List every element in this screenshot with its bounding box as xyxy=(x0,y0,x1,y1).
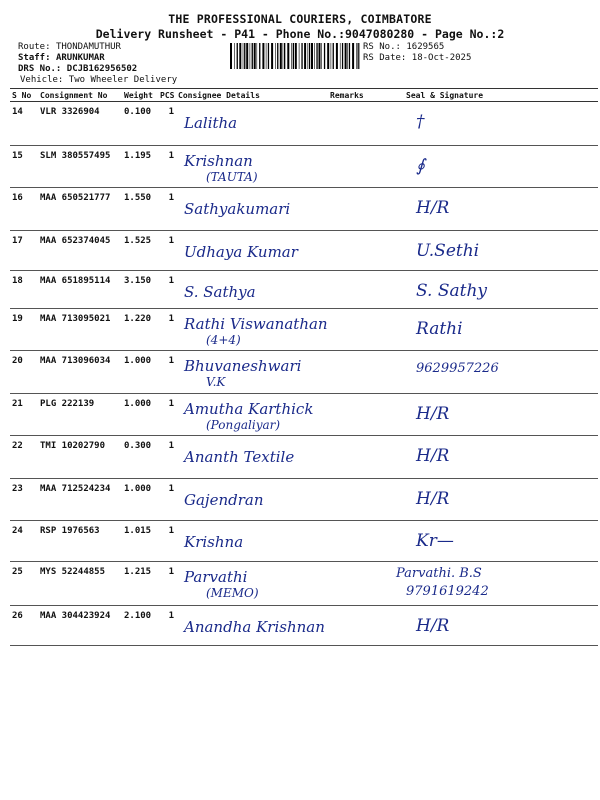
table-row xyxy=(10,351,598,394)
row-consignment-no: MAA 304423924 xyxy=(40,611,111,621)
row-weight: 1.550 xyxy=(124,193,152,203)
col-seal: Seal & Signature xyxy=(386,89,598,102)
table-row xyxy=(10,231,598,271)
row-weight: 0.300 xyxy=(124,441,152,451)
row-consignment-no: MAA 652374045 xyxy=(40,236,111,246)
row-consignment-no: RSP 1976563 xyxy=(40,526,100,536)
row-pcs: 1 xyxy=(168,526,174,536)
row-consignment-no: TMI 10202790 xyxy=(40,441,106,451)
row-weight: 1.220 xyxy=(124,314,152,324)
row-pcs: 1 xyxy=(168,484,174,494)
route-value: THONDAMUTHUR xyxy=(55,42,121,52)
signature: S. Sathy xyxy=(416,281,488,301)
row-pcs: 1 xyxy=(168,314,174,324)
row-remarks xyxy=(328,231,386,271)
row-sno: 26 xyxy=(12,611,23,621)
row-sno: 15 xyxy=(12,151,23,161)
row-pcs: 1 xyxy=(168,611,174,621)
row-remarks xyxy=(328,309,386,351)
table-row xyxy=(10,146,598,188)
col-weight: Weight xyxy=(122,89,158,102)
signature: 9629957226 xyxy=(416,361,499,376)
consignee-name: Krishnan xyxy=(184,152,253,170)
row-weight: 1.195 xyxy=(124,151,152,161)
row-consignment-no: MYS 52244855 xyxy=(40,567,106,577)
signature: H/R xyxy=(416,198,450,218)
signature: Kr— xyxy=(416,531,454,551)
table-row xyxy=(10,479,598,521)
row-remarks xyxy=(328,562,386,606)
consignee-name: Krishna xyxy=(184,533,244,551)
runsheet-table xyxy=(10,88,598,646)
row-sno: 22 xyxy=(12,441,23,451)
signature: H/R xyxy=(416,616,450,636)
signature: ∮ xyxy=(416,156,425,176)
row-weight: 1.000 xyxy=(124,399,152,409)
row-consignment-no: SLM 380557495 xyxy=(40,151,111,161)
row-weight: 1.015 xyxy=(124,526,152,536)
table-row xyxy=(10,394,598,436)
signature: † xyxy=(416,112,425,132)
row-remarks xyxy=(328,146,386,188)
row-consignment-no: MAA 651895114 xyxy=(40,276,111,286)
row-sno: 19 xyxy=(12,314,23,324)
rs-date-label: RS Date: xyxy=(363,53,407,63)
table-row xyxy=(10,606,598,646)
row-remarks xyxy=(328,188,386,231)
consignee-name: Anandha Krishnan xyxy=(184,618,325,636)
col-details: Consignee Details xyxy=(176,89,328,102)
row-sno: 17 xyxy=(12,236,23,246)
row-consignment-no: MAA 650521777 xyxy=(40,193,111,203)
rs-no-line xyxy=(363,42,444,52)
staff-line xyxy=(18,53,105,63)
table-header-row xyxy=(10,89,598,102)
row-remarks xyxy=(328,479,386,521)
rs-no-label: RS No.: xyxy=(363,42,401,52)
row-consignment-no: MAA 712524234 xyxy=(40,484,111,494)
consignee-name: Amutha Karthick xyxy=(184,400,314,418)
row-weight: 3.150 xyxy=(124,276,152,286)
col-sno: S No xyxy=(10,89,38,102)
signature: Parvathi. B.S xyxy=(396,566,482,581)
row-pcs: 1 xyxy=(168,567,174,577)
row-remarks xyxy=(328,394,386,436)
consignee-name: Parvathi xyxy=(184,568,248,586)
row-weight: 0.100 xyxy=(124,107,152,117)
row-consignment-no: MAA 713096034 xyxy=(40,356,111,366)
consignee-name: Ananth Textile xyxy=(184,448,295,466)
row-weight: 2.100 xyxy=(124,611,152,621)
vehicle-label: Vehicle: xyxy=(20,75,64,85)
route-line xyxy=(18,42,121,52)
row-pcs: 1 xyxy=(168,107,174,117)
col-remarks: Remarks xyxy=(328,89,386,102)
table-row xyxy=(10,309,598,351)
row-weight: 1.525 xyxy=(124,236,152,246)
row-pcs: 1 xyxy=(168,151,174,161)
staff-label: Staff: xyxy=(18,53,51,63)
consignee-name: Udhaya Kumar xyxy=(184,243,298,261)
row-pcs: 1 xyxy=(168,236,174,246)
row-pcs: 1 xyxy=(168,193,174,203)
rs-date-line xyxy=(363,53,471,63)
consignee-name: Sathyakumari xyxy=(184,200,291,218)
table-row xyxy=(10,271,598,309)
consignee-note: (TAUTA) xyxy=(206,170,258,184)
runsheet-subtitle: Delivery Runsheet - P41 - Phone No.:9047080280 - Page No.:2 xyxy=(95,27,505,41)
row-remarks xyxy=(328,102,386,146)
row-sno: 16 xyxy=(12,193,23,203)
table-row xyxy=(10,102,598,146)
row-sno: 20 xyxy=(12,356,23,366)
drs-label: DRS No.: xyxy=(18,64,62,74)
table-row xyxy=(10,562,598,606)
row-sno: 23 xyxy=(12,484,23,494)
row-remarks xyxy=(328,521,386,562)
row-sno: 21 xyxy=(12,399,23,409)
signature: U.Sethi xyxy=(416,241,480,261)
table-row xyxy=(10,436,598,479)
rs-date-value: 18-Oct-2025 xyxy=(411,53,472,63)
drs-line xyxy=(18,64,137,74)
row-sno: 14 xyxy=(12,107,23,117)
row-sno: 18 xyxy=(12,276,23,286)
row-remarks xyxy=(328,606,386,646)
row-consignment-no: VLR 3326904 xyxy=(40,107,100,117)
consignee-note: (Pongaliyar) xyxy=(206,418,281,432)
consignee-note: (4+4) xyxy=(206,333,241,347)
company-title: THE PROFESSIONAL COURIERS, COIMBATORE xyxy=(168,12,432,26)
row-weight: 1.000 xyxy=(124,356,152,366)
row-consignment-no: PLG 222139 xyxy=(40,399,95,409)
consignee-name: Rathi Viswanathan xyxy=(184,315,328,333)
staff-value: ARUNKUMAR xyxy=(55,53,105,63)
signature: Rathi xyxy=(416,319,463,339)
table-row xyxy=(10,188,598,231)
row-remarks xyxy=(328,351,386,394)
signature-phone: 9791619242 xyxy=(406,584,489,599)
consignee-note: V.K xyxy=(206,375,226,389)
col-consignment: Consignment No xyxy=(38,89,122,102)
row-remarks xyxy=(328,271,386,309)
drs-value: DCJB162956502 xyxy=(66,64,138,74)
col-pcs: PCS xyxy=(160,90,175,100)
row-weight: 1.215 xyxy=(124,567,152,577)
signature: H/R xyxy=(416,446,450,466)
consignee-name: Gajendran xyxy=(184,491,264,509)
consignee-note: (MEMO) xyxy=(206,586,259,600)
vehicle-value: Two Wheeler Delivery xyxy=(68,75,178,85)
row-pcs: 1 xyxy=(168,441,174,451)
rs-no-value: 1629565 xyxy=(406,42,445,52)
consignee-name: Bhuvaneshwari xyxy=(184,357,302,375)
row-pcs: 1 xyxy=(168,356,174,366)
vehicle-line xyxy=(20,75,177,85)
row-sno: 24 xyxy=(12,526,23,536)
signature: H/R xyxy=(416,489,450,509)
table-row xyxy=(10,521,598,562)
row-remarks xyxy=(328,436,386,479)
row-pcs: 1 xyxy=(168,276,174,286)
consignee-name: S. Sathya xyxy=(184,283,256,301)
route-label: Route: xyxy=(18,42,51,52)
row-weight: 1.000 xyxy=(124,484,152,494)
barcode-image xyxy=(230,43,360,69)
row-sno: 25 xyxy=(12,567,23,577)
signature: H/R xyxy=(416,404,450,424)
row-consignment-no: MAA 713095021 xyxy=(40,314,111,324)
consignee-name: Lalitha xyxy=(184,114,238,132)
row-pcs: 1 xyxy=(168,399,174,409)
